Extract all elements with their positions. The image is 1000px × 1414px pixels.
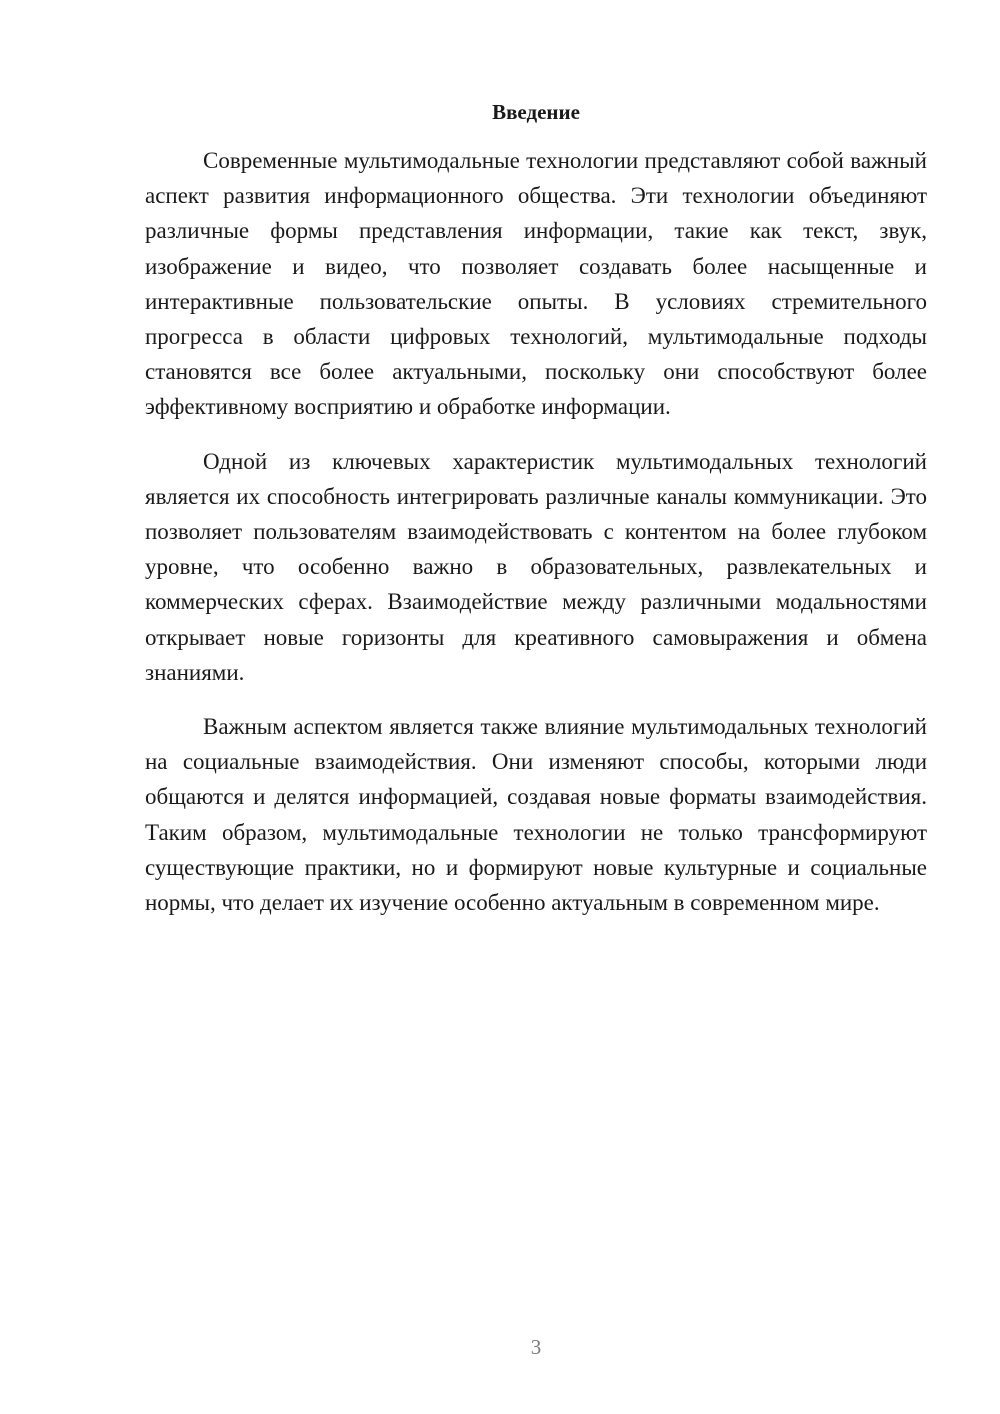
section-heading: Введение [492,100,580,124]
body-text [145,143,927,920]
page-number: 3 [530,1335,542,1359]
paragraph-2: Одной из ключевых характеристик мультимодальных технологий является их способность интегрировать различные каналы коммуникации. Это позволяет пользователям взаимодействовать с контентом на более глубоком уровне, что особенно важно в образовательных, развлекательных и коммерческих сферах. Взаимодействие между различными модальностями открывает новые горизонты для креативного самовыражения и обмена знаниями. [145,448,927,685]
paragraph-1: Современные мультимодальные технологии представляют собой важный аспект развития информационного общества. Эти технологии объединяют различные формы представления информации, такие как текст, звук, изображение и видео, что позволяет создавать более насыщенные и интерактивные пользовательские опыты. В условиях стремительного прогресса в области цифровых технологий, мультимодальные подходы становятся все более актуальными, поскольку они способствуют более эффективному восприятию и обработке информации. [145,148,927,420]
paragraph-3: Важным аспектом является также влияние мультимодальных технологий на социальные взаимодействия. Они изменяют способы, которыми люди общаются и делятся информацией, создавая новые форматы взаимодействия. Таким образом, мультимодальные технологии не только трансформируют существующие практики, но и формируют новые культурные и социальные нормы, что делает их изучение особенно актуальным в современном мире. [145,714,927,916]
